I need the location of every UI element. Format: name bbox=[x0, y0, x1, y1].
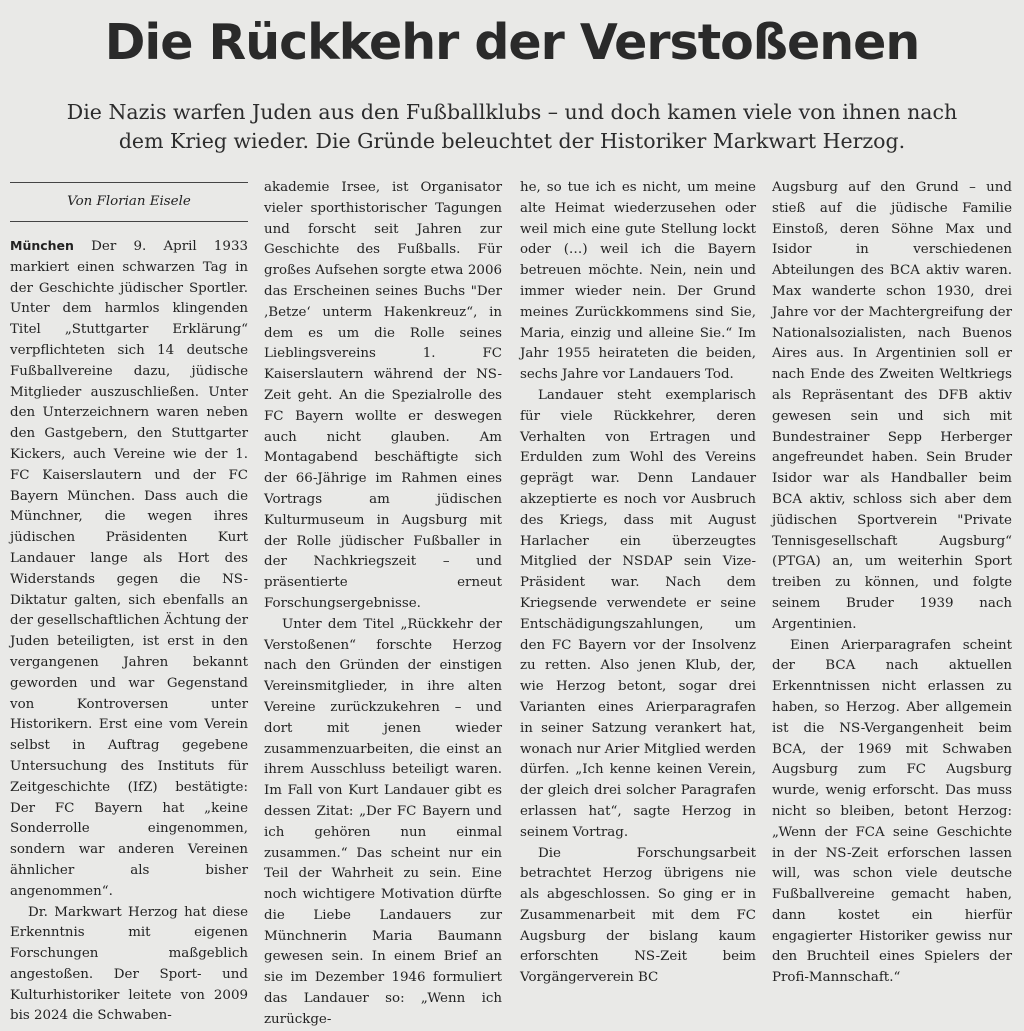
paragraph: Die Forschungsarbeit betrachtet Herzog übrigens nie als abgeschlossen. So ging er in Zusammenarbeit mit dem FC Augsburg der bislang kaum erforschten NS-Zeit beim Vorgängerverein BC bbox=[520, 845, 756, 986]
paragraph: Augsburg auf den Grund – und stieß auf die jüdische Familie Einstoß, deren Söhne Max und Isidor in verschiedenen Abteilungen des BCA aktiv waren. Max wanderte schon 1930, drei Jahre vor der Machtergreifung der Nationalsozialisten, nach Buenos Aires aus. In Argentinien soll er nach Ende des Zweiten Weltkriegs als Repräsentant des DFB aktiv gewesen sein und sich mit Bundestrainer Sepp Herberger angefreundet haben. Sein Bruder Isidor war als Handballer beim BCA aktiv, schloss sich aber dem jüdischen Sportverein "Private Tennisgesellschaft Augsburg“ (PTGA) an, um weiterhin Sport treiben zu können, und folgte seinem Bruder 1939 nach Argentinien. bbox=[772, 180, 1012, 632]
paragraph: he, so tue ich es nicht, um meine alte Heimat wiederzusehen oder weil mich eine gute Stellung lockt oder (…) weil ich die Bayern betreuen möchte. Nein, nein und immer wieder nein. Der Grund meines Zurückkommens sind Sie, Maria, einzig und alleine Sie.“ Im Jahr 1955 heirateten die beiden, sechs Jahre vor Landauers Tod. bbox=[520, 180, 756, 383]
article-column-4 bbox=[772, 178, 1012, 989]
paragraph: Dr. Markwart Herzog hat diese Erkenntnis mit eigenen Forschungen maßgeblich angestoßen. Der Sport- und Kulturhistoriker leitete von 2009 bis 2024 die Schwaben- bbox=[10, 904, 248, 1024]
headline: Die Rückkehr der Verstoßenen bbox=[104, 14, 920, 71]
article-column-3 bbox=[520, 178, 756, 989]
subheadline: Die Nazis warfen Juden aus den Fußballklubs – und doch kamen viele von ihnen nach dem Krieg wieder. Die Gründe beleuchtet der Historiker Markwart Herzog. bbox=[66, 100, 958, 153]
paragraph: Einen Arierparagrafen scheint der BCA nach aktuellen Erkenntnissen nicht erlassen zu haben, so Herzog. Aber allgemein ist die NS-Vergangenheit beim BCA, der 1969 mit Schwaben Augsburg zum FC Augsburg wurde, wenig erforscht. Das muss nicht so bleiben, betont Herzog: „Wenn der FCA seine Geschichte in der NS-Zeit erforschen lassen will, was schon viele deutsche Fußballvereine gemacht haben, dann kostet ein hierfür engagierter Historiker gewiss nur den Bruchteil eines Spielers der Profi-Mannschaft.“ bbox=[772, 637, 1012, 986]
byline: Von Florian Eisele bbox=[10, 182, 248, 222]
paragraph: Landauer steht exemplarisch für viele Rückkehrer, deren Verhalten von Ertragen und Erdulden zum Wohl des Vereins geprägt war. Denn Landauer akzeptierte es noch vor Ausbruch des Kriegs, dass mit August Harlacher ein überzeugtes Mitglied der NSDAP sein Vize-Präsident war. Nach dem Kriegsende verwendete er seine Entschädigungszahlungen, um den FC Bayern vor der Insolvenz zu retten. Also jenen Klub, der, wie Herzog betont, sogar drei Varianten eines Arierparagrafen in seiner Satzung verankert hat, wonach nur Arier Mitglied werden dürfen. „Ich kenne keinen Verein, der gleich drei solcher Paragrafen erlassen hat“, sagte Herzog in seinem Vortrag. bbox=[520, 387, 756, 840]
dateline: München bbox=[10, 238, 74, 253]
paragraph: akademie Irsee, ist Organisator vieler sporthistorischer Tagungen und forscht seit Jahren zur Geschichte des Fußballs. Für großes Aufsehen sorgte etwa 2006 das Erscheinen seines Buchs "Der ‚Betze‘ unterm Hakenkreuz“, in dem es um die Rolle seines Lieblingsvereins 1. FC Kaiserslautern während der NS-Zeit geht. An die Spezialrolle des FC Bayern wollte er deswegen auch nicht glauben. Am Montagabend beschäftigte sich der 66-Jährige im Rahmen eines Vortrags am jüdischen Kulturmuseum in Augsburg mit der Rolle jüdischer Fußballer in der Nachkriegszeit – und präsentierte erneut Forschungsergebnisse. bbox=[264, 180, 502, 611]
paragraph: München Der 9. April 1933 markiert einen schwarzen Tag in der Geschichte jüdischer Sportler. Unter dem harmlos klingenden Titel „Stuttgarter Erklärung“ verpflichteten sich 14 deutsche Fußballvereine dazu, jüdische Mitglieder auszuschließen. Unter den Unterzeichnern waren neben den Gastgebern, den Stuttgarter Kickers, auch Vereine wie der 1. FC Kaiserslautern und der FC Bayern München. Dass auch die Münchner, die wegen ihres jüdischen Präsidenten Kurt Landauer lange als Hort des Widerstands gegen die NS-Diktatur galten, sich ebenfalls an der gesellschaftlichen Ächtung der Juden beteiligten, ist erst in den vergangenen Jahren bekannt geworden und war Gegenstand von Kontroversen unter Historikern. Erst eine vom Verein selbst in Auftrag gegebene Untersuchung des Instituts für Zeitgeschichte (IfZ) bestätigte: Der FC Bayern hat „keine Sonderrolle eingenommen, sondern war anderen Vereinen ähnlicher als bisher angenommen“. bbox=[10, 238, 248, 899]
article-column-1 bbox=[10, 178, 248, 1027]
paragraph: Unter dem Titel „Rückkehr der Verstoßenen“ forschte Herzog nach den Gründen der einstigen Vereinsmitglieder, in ihre alten Vereine zurückzukehren – und dort mit jenen wieder zusammenzuarbeiten, die einst an ihrem Ausschluss beteiligt waren. Im Fall von Kurt Landauer gibt es dessen Zitat: „Der FC Bayern und ich gehören nun einmal zusammen.“ Das scheint nur ein Teil der Wahrheit zu sein. Eine noch wichtigere Motivation dürfte die Liebe Landauers zur Münchnerin Maria Baumann gewesen sein. In einem Brief an sie im Dezember 1946 formuliert das Landauer so: „Wenn ich zurückge- bbox=[264, 616, 502, 1027]
article-column-2 bbox=[264, 178, 502, 1031]
